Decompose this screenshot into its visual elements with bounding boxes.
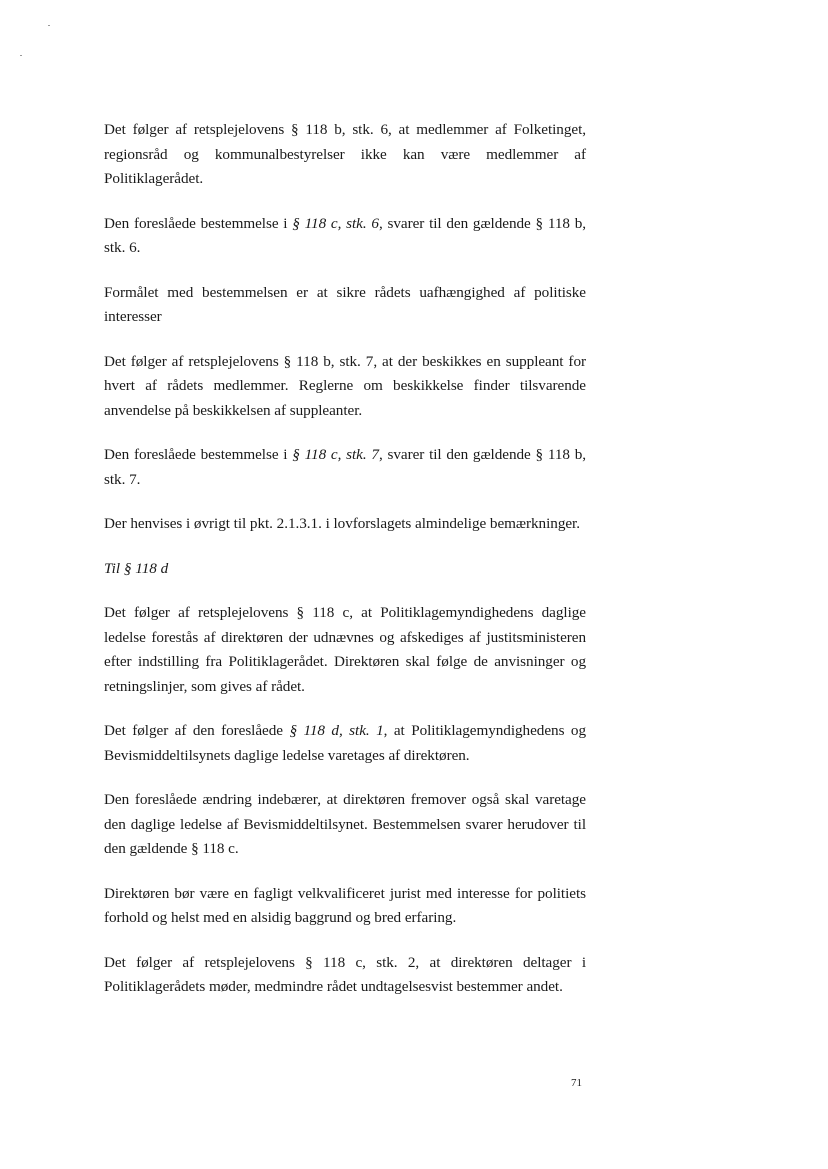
page-number: 71 — [571, 1077, 582, 1089]
scan-speck — [48, 25, 50, 26]
section-heading: Til § 118 d — [104, 559, 169, 577]
section-reference: § 118 c, stk. 7 — [292, 446, 379, 463]
section-reference: § 118 c, stk. 6 — [292, 214, 379, 232]
paragraph: Den foreslåede ændring indebærer, at direktøren fremover også skal varetage den daglige ledelse af Bevismiddeltilsynet. Bestemmelsen svarer herudover til den gældende § 118 c. — [104, 791, 586, 857]
paragraph: Den foreslåede bestemmelse i § 118 c, stk. 7, svarer til den gældende § 118 b, stk. 7. — [104, 446, 587, 488]
paragraph: Det følger af retsplejelovens § 118 b, stk. 6, at medlemmer af Folketinget, regionsråd og kommunalbestyrelser ikke kan være medlemmer af Politiklagerådet. — [104, 121, 586, 187]
paragraph: Det følger af retsplejelovens § 118 c, at Politiklagemyndighedens daglige ledelse forestås af direktøren der udnævnes og afskediges af justitsministeren efter indstilling fra Politiklagerådet. Direktøren skal følge de anvisninger og retningslinjer, som gives af rådet. — [104, 604, 586, 695]
paragraph: Formålet med bestemmelsen er at sikre rådets uafhængighed af politiske interesser — [104, 283, 586, 325]
paragraph: Der henvises i øvrigt til pkt. 2.1.3.1. i lovforslagets almindelige bemærkninger. — [104, 515, 580, 532]
paragraph: Det følger af retsplejelovens § 118 b, stk. 7, at der beskikkes en suppleant for hvert af rådets medlemmer. Reglerne om beskikkelse finder tilsvarende anvendelse på beskikkelsen af suppleanter. — [104, 352, 586, 419]
paragraph: Direktøren bør være en fagligt velkvalificeret jurist med interesse for politiets forhold og helst med en alsidig baggrund og bred erfaring. — [104, 884, 586, 926]
paragraph: Den foreslåede bestemmelse i § 118 c, stk. 6, svarer til den gældende § 118 b, stk. 6. — [104, 214, 587, 256]
scan-speck — [20, 55, 22, 56]
paragraph: Det følger af retsplejelovens § 118 c, stk. 2, at direktøren deltager i Politiklagerådets møder, medmindre rådet undtagelsesvist bestemmer andet. — [104, 953, 586, 995]
section-reference: § 118 d, stk. 1 — [289, 722, 384, 739]
paragraph: Det følger af den foreslåede § 118 d, stk. 1, at Politiklagemyndighedens og Bevismiddeltilsynets daglige ledelse varetages af direktøren. — [104, 722, 586, 764]
document-body — [104, 118, 586, 1000]
